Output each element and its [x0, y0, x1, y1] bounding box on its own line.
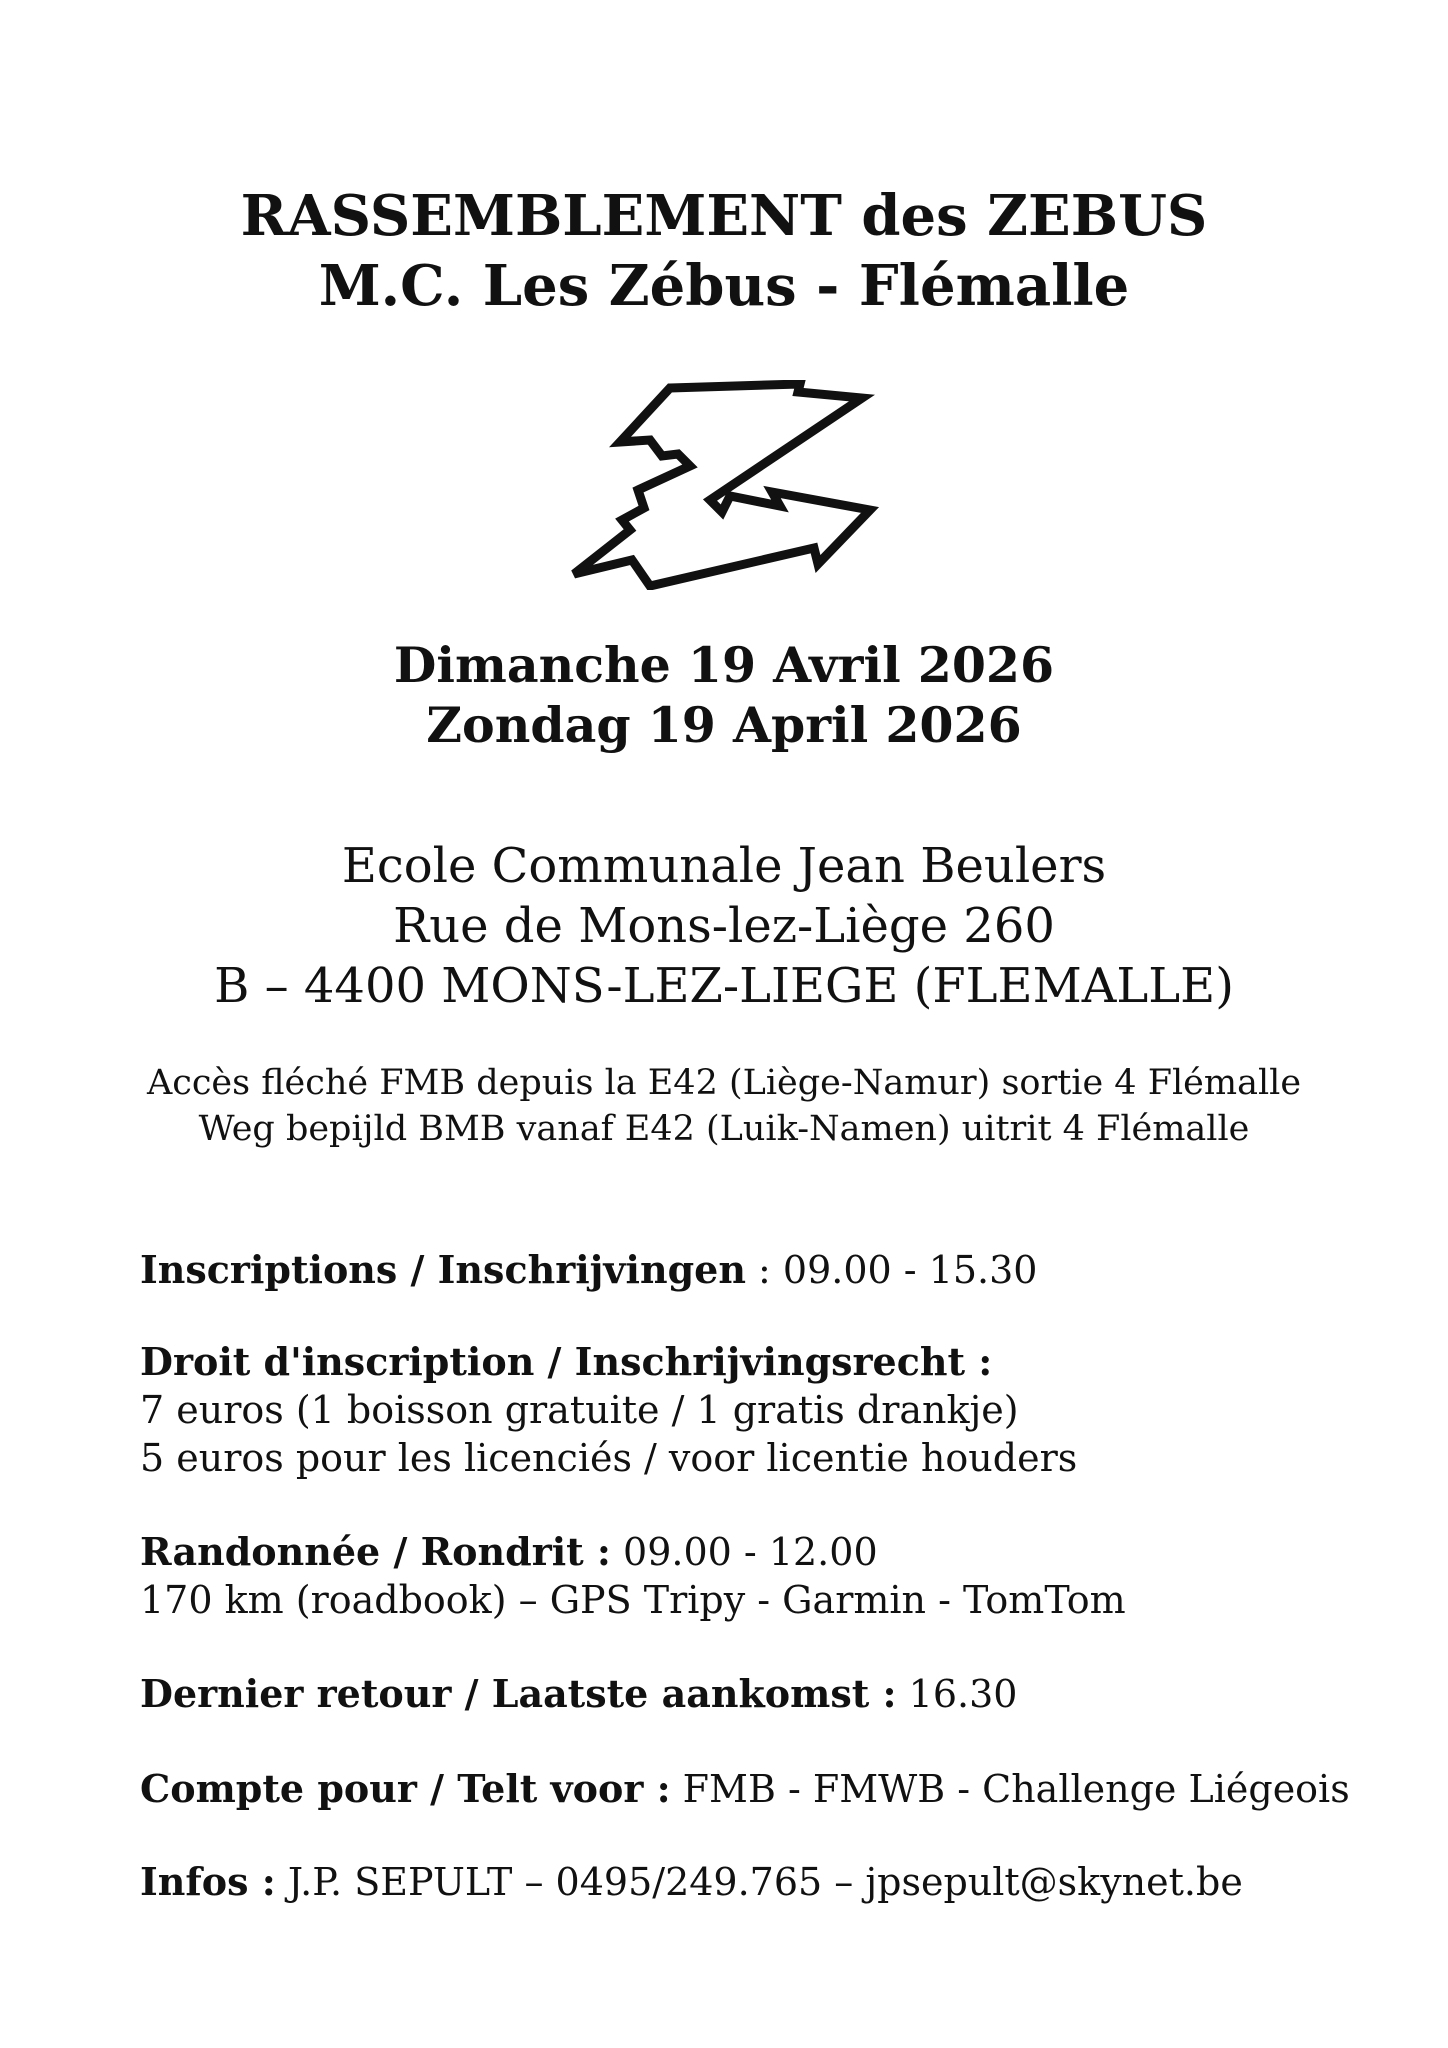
fee-label: Droit d'inscription / Inschrijvingsrecht : [140, 1339, 993, 1384]
club-name: M.C. Les Zébus - Flémalle [318, 253, 1130, 319]
contact-info [140, 1858, 1340, 1906]
access-directions-fr: Accès fléché FMB depuis la E42 (Liège-Namur) sortie 4 Flémalle [146, 1063, 1302, 1103]
logo-outline [574, 384, 870, 586]
registration-label: Inscriptions / Inschrijvingen [140, 1247, 746, 1292]
event-date-nl: Zondag 19 April 2026 [426, 696, 1022, 754]
counts-value: FMB - FMWB - Challenge Liégeois [670, 1767, 1350, 1811]
ride-label: Randonnée / Rondrit : [140, 1529, 611, 1574]
return-label: Dernier retour / Laatste aankomst : [140, 1671, 897, 1716]
counts-label: Compte pour / Telt voor : [140, 1766, 671, 1811]
registration-fee [140, 1338, 1340, 1482]
venue-street: Rue de Mons-lez-Liège 260 [393, 898, 1055, 954]
event-date-fr: Dimanche 19 Avril 2026 [393, 636, 1055, 694]
infos-label: Infos : [140, 1859, 276, 1904]
return-value: 16.30 [896, 1672, 1018, 1716]
ride-header [140, 1528, 1340, 1576]
registration-hours [140, 1246, 1340, 1294]
lightning-z-arrow-icon [570, 380, 890, 590]
event-title: RASSEMBLEMENT des ZEBUS [240, 183, 1208, 249]
fee-standard: 7 euros (1 boisson gratuite / 1 gratis drankje) [140, 1388, 1019, 1432]
infos-value: J.P. SEPULT – 0495/249.765 – jpsepult@skynet.be [275, 1860, 1243, 1904]
counts-for [140, 1765, 1350, 1813]
access-directions-nl: Weg bepijld BMB vanaf E42 (Luik-Namen) uitrit 4 Flémalle [198, 1109, 1250, 1149]
registration-value: : 09.00 - 15.30 [745, 1248, 1038, 1292]
last-return [140, 1670, 1340, 1718]
fee-licensed: 5 euros pour les licenciés / voor licentie houders [140, 1436, 1078, 1480]
venue-name: Ecole Communale Jean Beulers [341, 838, 1107, 894]
ride-value: 09.00 - 12.00 [610, 1530, 878, 1574]
ride-info [140, 1528, 1340, 1624]
ride-route: 170 km (roadbook) – GPS Tripy - Garmin - TomTom [140, 1578, 1126, 1622]
venue-city: B – 4400 MONS-LEZ-LIEGE (FLEMALLE) [214, 958, 1234, 1014]
